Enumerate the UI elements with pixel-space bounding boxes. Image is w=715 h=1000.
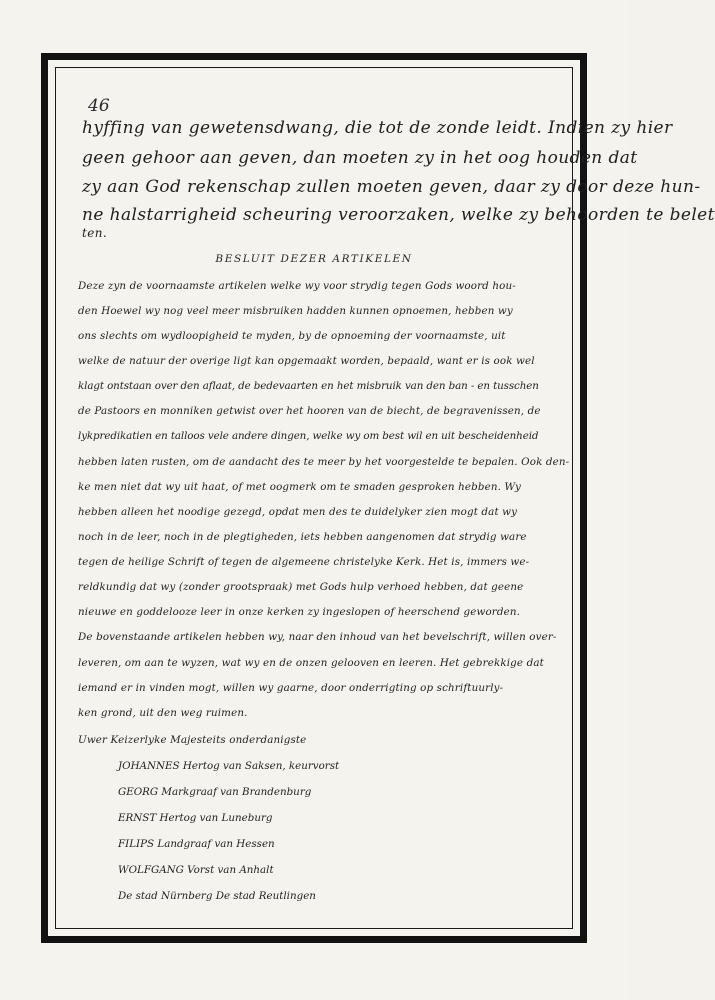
intro-line: ne halstarrigheid scheuring veroorzaken, welke zy behoorden te belet xyxy=(82,205,715,225)
body-line: ons slechts om wydloopigheid te myden, by de opnoeming der voornaamste, uit xyxy=(78,330,506,342)
signatory-line: JOHANNES Hertog van Saksen, keurvorst xyxy=(118,760,340,772)
body-line: Deze zyn de voornaamste artikelen welke wy voor strydig tegen Gods woord hou- xyxy=(78,280,516,292)
body-line: leveren, om aan te wyzen, wat wy en de onzen gelooven en leeren. Het gebrekkige dat xyxy=(78,657,544,669)
body-line: de Pastoors en monniken getwist over het hooren van de biecht, de begravenissen, de xyxy=(78,405,541,417)
body-line: De bovenstaande artikelen hebben wy, naar den inhoud van het bevelschrift, willen over- xyxy=(78,631,557,643)
body-line: lykpredikatien en talloos vele andere dingen, welke wy om best wil en uit bescheidenheid xyxy=(78,430,539,442)
intro-line: hyffing van gewetensdwang, die tot de zonde leidt. Indien zy hier xyxy=(82,118,673,138)
body-line: hebben alleen het noodige gezegd, opdat men des te duidelyker zien mogt dat wy xyxy=(78,506,518,518)
body-line: den Hoewel wy nog veel meer misbruiken hadden kunnen opnoemen, hebben wy xyxy=(78,305,513,317)
closing-salutation: Uwer Keizerlyke Majesteits onderdanigste xyxy=(78,734,307,746)
body-line: nieuwe en goddelooze leer in onze kerken zy ingeslopen of heerschend geworden. xyxy=(78,606,521,618)
signatory-line: ERNST Hertog van Luneburg xyxy=(118,812,273,824)
body-line: ke men niet dat wy uit haat, of met oogmerk om te smaden gesproken hebben. Wy xyxy=(78,481,521,493)
body-line: klagt ontstaan over den aflaat, de bedevaarten en het misbruik van den ban - en tusschen xyxy=(78,380,539,392)
section-heading: BESLUIT DEZER ARTIKELEN xyxy=(215,253,413,265)
signatory-line: GEORG Markgraaf van Brandenburg xyxy=(118,786,312,798)
body-line: hebben laten rusten, om de aandacht des te meer by het voorgestelde te bepalen. Ook den- xyxy=(78,456,570,468)
intro-line: ten. xyxy=(82,226,108,240)
body-line: tegen de heilige Schrift of tegen de algemeene christelyke Kerk. Het is, immers we- xyxy=(78,556,530,568)
body-line: noch in de leer, noch in de plegtigheden, iets hebben aangenomen dat strydig ware xyxy=(78,531,527,543)
intro-line: geen gehoor aan geven, dan moeten zy in het oog houden dat xyxy=(82,148,638,168)
signatory-line: FILIPS Landgraaf van Hessen xyxy=(118,838,275,850)
page-number: 46 xyxy=(88,96,110,116)
signatory-line: De stad Nürnberg De stad Reutlingen xyxy=(118,890,316,902)
intro-line: zy aan God rekenschap zullen moeten geven, daar zy door deze hun- xyxy=(82,177,701,197)
body-line: ken grond, uit den weg ruimen. xyxy=(78,707,248,719)
body-line: reldkundig dat wy (zonder grootspraak) met Gods hulp verhoed hebben, dat geene xyxy=(78,581,524,593)
body-line: welke de natuur der overige ligt kan opgemaakt worden, bepaald, want er is ook wel xyxy=(78,355,535,367)
body-line: iemand er in vinden mogt, willen wy gaarne, door onderrigting op schriftuurly- xyxy=(78,682,504,694)
signatory-line: WOLFGANG Vorst van Anhalt xyxy=(118,864,274,876)
